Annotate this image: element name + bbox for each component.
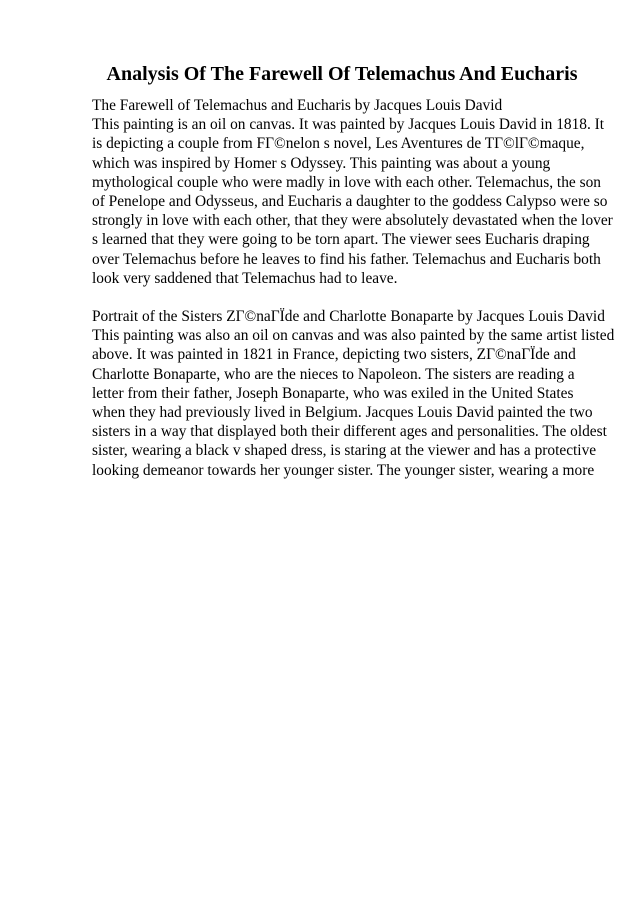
text-line: sister, wearing a black v shaped dress, is staring at the viewer and has a protective bbox=[92, 442, 597, 460]
text-line: letter from their father, Joseph Bonaparte, who was exiled in the United States bbox=[92, 384, 574, 402]
text-line: look very saddened that Telemachus had to leave. bbox=[92, 269, 398, 287]
document-title: Analysis Of The Farewell Of Telemachus And Eucharis bbox=[106, 63, 578, 85]
document-body bbox=[92, 96, 615, 499]
text-line: This painting was also an oil on canvas and was also painted by the same artist listed bbox=[92, 327, 615, 345]
text-line: which was inspired by Homer s Odyssey. This painting was about a young bbox=[92, 154, 551, 172]
text-line: looking demeanor towards her younger sister. The younger sister, wearing a more bbox=[92, 461, 595, 479]
text-line: of Penelope and Odysseus, and Eucharis a daughter to the goddess Calypso were so bbox=[92, 193, 608, 211]
text-line: is depicting a couple from FΓ©nelon s novel, Les Aventures de TΓ©lΓ©maque, bbox=[92, 135, 585, 153]
text-line: over Telemachus before he leaves to find his father. Telemachus and Eucharis both bbox=[92, 250, 601, 268]
text-line: when they had previously lived in Belgium. Jacques Louis David painted the two bbox=[92, 404, 593, 422]
text-line: above. It was painted in 1821 in France, depicting two sisters, ZΓ©naΓЇde and bbox=[92, 346, 576, 364]
text-line: Charlotte Bonaparte, who are the nieces to Napoleon. The sisters are reading a bbox=[92, 365, 575, 383]
text-line: strongly in love with each other, that they were absolutely devastated when the lover bbox=[92, 212, 613, 230]
paragraph-sisters bbox=[92, 307, 615, 480]
text-line: mythological couple who were madly in love with each other. Telemachus, the son bbox=[92, 173, 601, 191]
paragraph-farewell bbox=[92, 96, 613, 288]
text-line: s learned that they were going to be torn apart. The viewer sees Eucharis draping bbox=[92, 231, 590, 249]
text-line: Portrait of the Sisters ZΓ©naΓЇde and Charlotte Bonaparte by Jacques Louis David bbox=[92, 308, 605, 326]
text-line: sisters in a way that displayed both their different ages and personalities. The oldest bbox=[92, 423, 607, 441]
text-line: The Farewell of Telemachus and Eucharis by Jacques Louis David bbox=[92, 97, 503, 114]
text-line: This painting is an oil on canvas. It was painted by Jacques Louis David in 1818. It bbox=[92, 116, 605, 134]
